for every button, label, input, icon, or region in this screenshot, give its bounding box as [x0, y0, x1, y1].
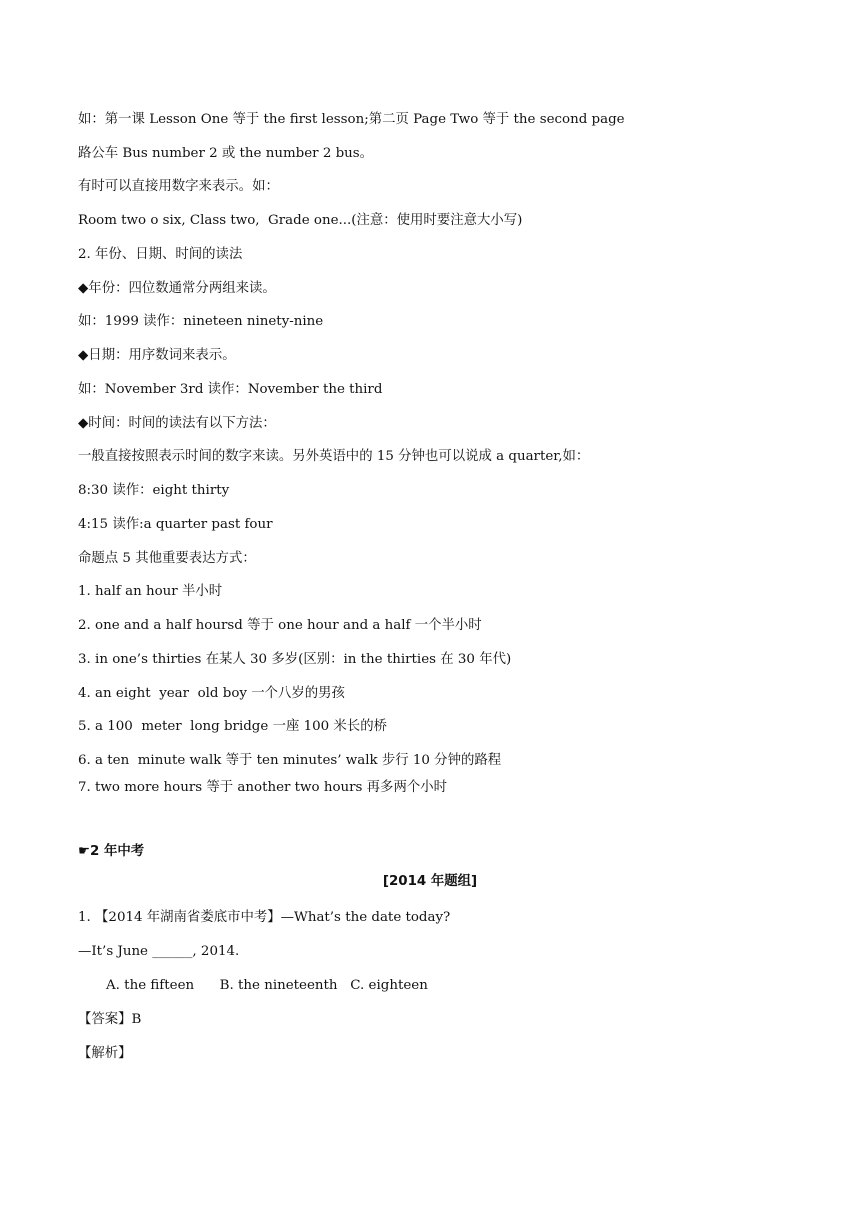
- text-line: 7. two more hours 等于 another two hours 再多两个小时: [78, 780, 448, 795]
- question-line: —It’s June ______, 2014.: [78, 944, 240, 959]
- text-line: 4. an eight year old boy 一个八岁的男孩: [78, 686, 345, 701]
- text-line: ◆年份：四位数通常分两组来读。: [78, 281, 276, 296]
- text-line: 2. one and a half hoursd 等于 one hour and a half 一个半小时: [78, 618, 482, 633]
- text-line: 3. in one’s thirties 在某人 30 多岁(区别：in the thirties 在 30 年代): [78, 652, 512, 667]
- text-line: 1. half an hour 半小时: [78, 584, 223, 599]
- text-line: ◆日期：用序数词来表示。: [78, 348, 236, 363]
- text-line: 如：第一课 Lesson One 等于 the first lesson;第二页 Page Two 等于 the second page: [78, 112, 625, 127]
- text-line: 6. a ten minute walk 等于 ten minutes’ walk 步行 10 分钟的路程: [78, 753, 502, 768]
- text-line: 5. a 100 meter long bridge 一座 100 米长的桥: [78, 719, 387, 734]
- question-line: 1. 【2014 年湖南省娄底市中考】—What’s the date today?: [78, 910, 451, 925]
- text-line: 8:30 读作：eight thirty: [78, 483, 230, 498]
- text-line: 4:15 读作:a quarter past four: [78, 517, 273, 532]
- text-line: 命题点 5 其他重要表达方式：: [78, 551, 256, 566]
- text-line: 一般直接按照表示时间的数字来读。另外英语中的 15 分钟也可以说成 a quarter,如：: [78, 449, 590, 464]
- section-heading: ☛2 年中考: [78, 844, 145, 859]
- text-line: ◆时间：时间的读法有以下方法：: [78, 416, 276, 431]
- answer-line: 【答案】B: [78, 1012, 142, 1027]
- text-line: 路公车 Bus number 2 或 the number 2 bus。: [78, 146, 374, 161]
- analysis-label: 【解析】: [78, 1046, 132, 1061]
- text-line: 2. 年份、日期、时间的读法: [78, 247, 243, 262]
- text-line: 有时可以直接用数字来表示。如：: [78, 179, 279, 194]
- group-title: [2014 年题组]: [382, 874, 478, 889]
- text-line: Room two o six, Class two, Grade one...(注意：使用时要注意大小写): [78, 213, 523, 228]
- text-line: 如：1999 读作：nineteen ninety-nine: [78, 314, 324, 329]
- text-line: 如：November 3rd 读作：November the third: [78, 382, 383, 397]
- answer-options: A. the fifteen B. the nineteenth C. eighteen: [106, 978, 428, 993]
